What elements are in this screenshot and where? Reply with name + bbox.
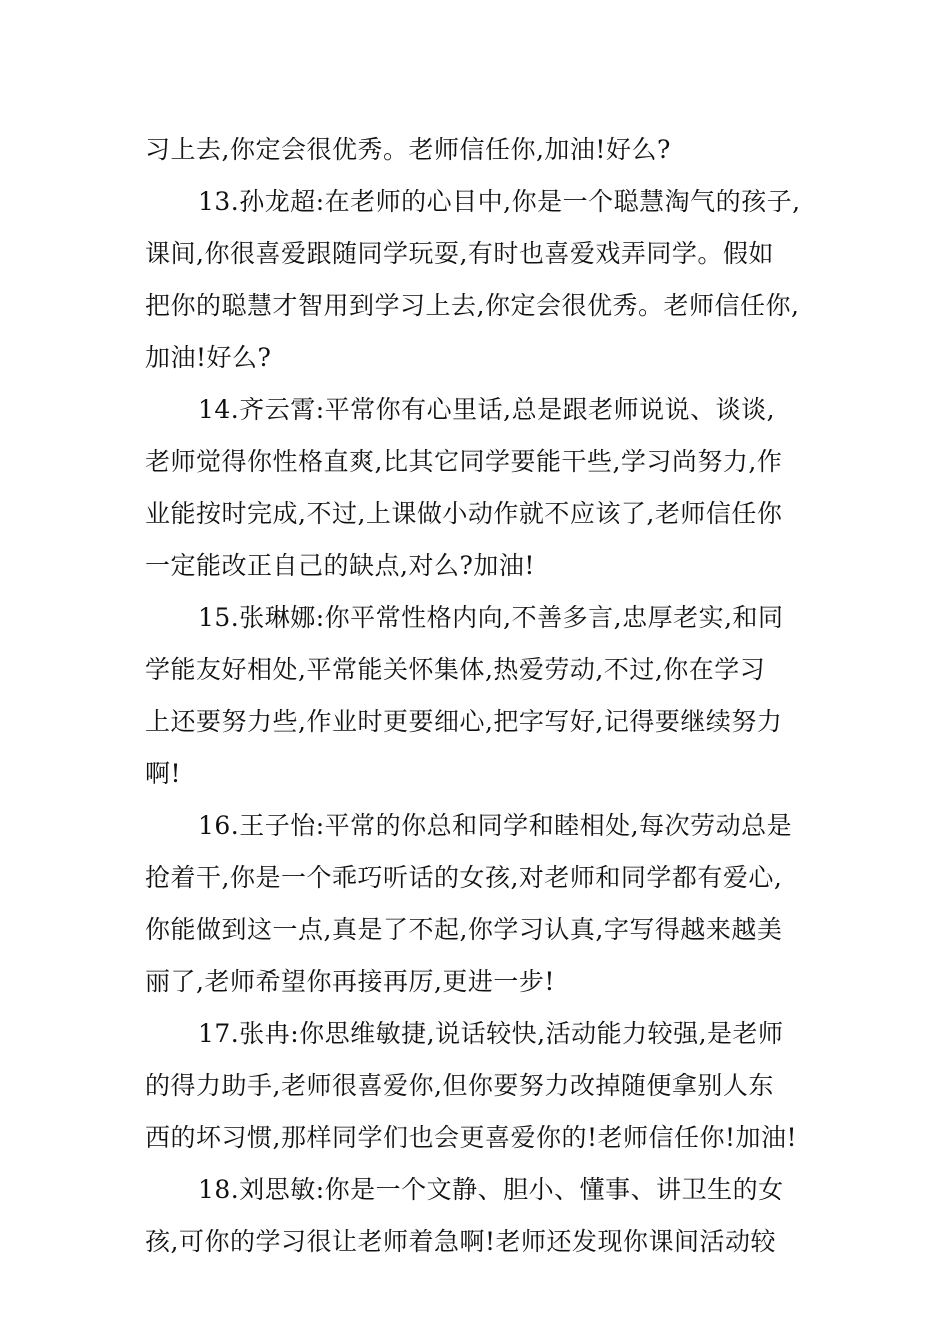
- text-line: 加油!好么?: [145, 343, 272, 372]
- text-line: 16.王子怡:平常的你总和同学和睦相处,每次劳动总是: [198, 811, 793, 840]
- paragraph-15: [145, 592, 815, 800]
- text-line: 一定能改正自己的缺点,对么?加油!: [145, 551, 535, 580]
- paragraph-17: [145, 1008, 815, 1164]
- text-line: 学能友好相处,平常能关怀集体,热爱劳动,不过,你在学习: [145, 655, 766, 684]
- text-line: 丽了,老师希望你再接再厉,更进一步!: [145, 967, 555, 996]
- text-line: 老师觉得你性格直爽,比其它同学要能干些,学习尚努力,作: [145, 447, 783, 476]
- text-line: 把你的聪慧才智用到学习上去,你定会很优秀。老师信任你,: [145, 291, 800, 320]
- text-line: 你能做到这一点,真是了不起,你学习认真,字写得越来越美: [145, 915, 783, 944]
- paragraph-continuation: [145, 124, 815, 176]
- paragraph-18: [145, 1164, 815, 1268]
- text-line: 的得力助手,老师很喜爱你,但你要努力改掉随便拿别人东: [145, 1071, 774, 1100]
- text-line: 17.张冉:你思维敏捷,说话较快,活动能力较强,是老师: [198, 1019, 784, 1048]
- text-line: 14.齐云霄:平常你有心里话,总是跟老师说说、谈谈,: [198, 395, 776, 424]
- text-line: 15.张琳娜:你平常性格内向,不善多言,忠厚老实,和同: [198, 603, 784, 632]
- paragraph-13: [145, 176, 815, 384]
- text-line: 18.刘思敏:你是一个文静、胆小、懂事、讲卫生的女: [198, 1175, 784, 1204]
- text-line: 习上去,你定会很优秀。老师信任你,加油!好么?: [145, 135, 671, 164]
- document-body: [145, 124, 815, 1268]
- text-line: 啊!: [145, 759, 182, 788]
- text-line: 孩,可你的学习很让老师着急啊!老师还发现你课间活动较: [145, 1227, 776, 1256]
- text-line: 上还要努力些,作业时更要细心,把字写好,记得要继续努力: [145, 707, 783, 736]
- text-line: 西的坏习惯,那样同学们也会更喜爱你的!老师信任你!加油!: [145, 1123, 798, 1152]
- text-line: 抢着干,你是一个乖巧听话的女孩,对老师和同学都有爱心,: [145, 863, 783, 892]
- text-line: 业能按时完成,不过,上课做小动作就不应该了,老师信任你: [145, 499, 783, 528]
- text-line: 13.孙龙超:在老师的心目中,你是一个聪慧淘气的孩子,: [198, 187, 801, 216]
- paragraph-14: [145, 384, 815, 592]
- text-line: 课间,你很喜爱跟随同学玩耍,有时也喜爱戏弄同学。假如: [145, 239, 774, 268]
- paragraph-16: [145, 800, 815, 1008]
